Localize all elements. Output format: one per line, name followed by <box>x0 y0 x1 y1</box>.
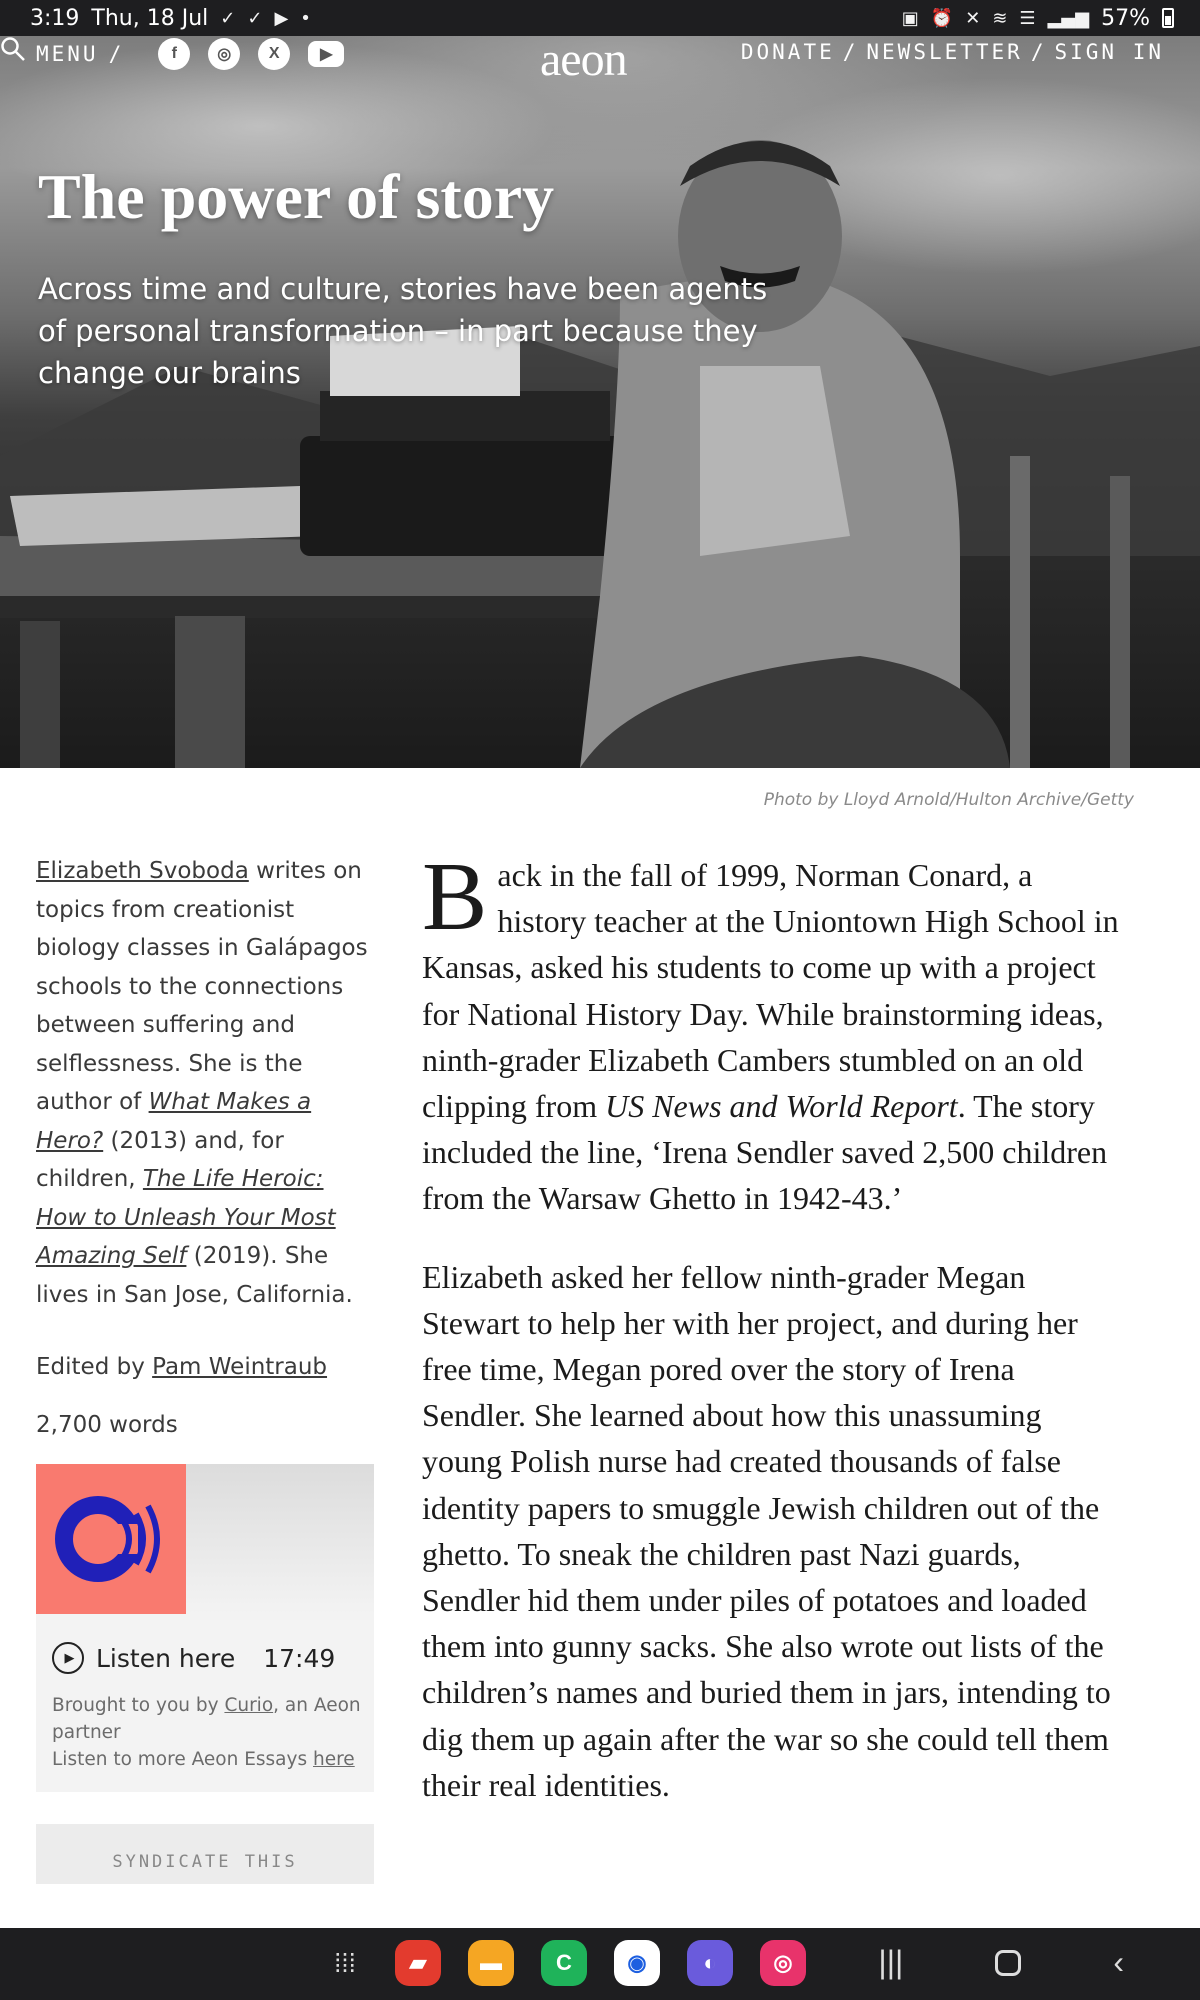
recents-button[interactable]: ||| <box>878 1944 904 1980</box>
nav-separator: / <box>108 42 125 66</box>
files-app-icon[interactable]: ▬ <box>468 1940 514 1986</box>
curio-logo[interactable] <box>36 1464 186 1614</box>
brought-suffix: , an Aeon partner <box>52 1695 361 1743</box>
bio-text: writes on topics from creationist biology classes in Galápagos schools to the connections between suffering and selflessness. She is the author of <box>36 858 368 1115</box>
home-button[interactable] <box>995 1950 1021 1976</box>
author-link[interactable]: Elizabeth Svoboda <box>36 858 249 884</box>
instagram-icon[interactable]: ◎ <box>208 38 240 70</box>
article-body <box>422 843 1122 1840</box>
article-paragraph <box>422 843 1122 1222</box>
syndicate-button[interactable]: SYNDICATE THIS <box>36 1824 374 1884</box>
more-prefix: Listen to more Aeon Essays <box>52 1749 313 1770</box>
hero-image <box>0 36 1200 768</box>
word-count: 2,700 words <box>36 1412 178 1438</box>
wifi-icon: ≋ <box>992 7 1008 29</box>
aeon-logo[interactable]: aeon <box>540 36 627 86</box>
article-sidebar <box>36 852 374 1884</box>
author-bio <box>36 852 374 1314</box>
drop-cap: B <box>422 843 488 951</box>
sign-in-link[interactable]: SIGN IN <box>1054 40 1164 64</box>
audio-banner <box>36 1464 374 1614</box>
mute-icon: ✕ <box>965 7 981 29</box>
notification-icon: ✓ <box>247 7 263 29</box>
newsletter-link[interactable]: NEWSLETTER <box>866 40 1023 64</box>
search-icon[interactable] <box>0 36 26 62</box>
messages-app-icon[interactable]: ◉ <box>614 1940 660 1986</box>
save-icon: ▣ <box>901 7 919 29</box>
audio-banner-background <box>186 1464 374 1614</box>
listen-button[interactable] <box>52 1642 335 1674</box>
nav-left <box>36 42 124 66</box>
system-navigation <box>878 1944 1124 1981</box>
edited-by <box>36 1348 374 1386</box>
bio-text: (2013) and, for children, <box>36 1127 284 1192</box>
nav-separator: / <box>842 40 859 64</box>
curio-link[interactable]: Curio <box>224 1695 274 1716</box>
youtube-icon[interactable]: ▶ <box>308 41 344 67</box>
battery-level: 57% <box>1101 5 1150 31</box>
youtube-icon: ▶ <box>274 7 289 29</box>
donate-link[interactable]: DONATE <box>740 40 835 64</box>
nav-separator: / <box>1030 40 1047 64</box>
audio-duration: 17:49 <box>263 1643 336 1673</box>
notification-icon: ✓ <box>220 7 236 29</box>
alarm-icon: ⏰ <box>930 7 954 29</box>
paragraph-text: . The story included the line, ‘Irena Sendler saved 2,500 children from the Warsaw Ghetto in 1942-43.’ <box>422 1088 1108 1217</box>
listen-label[interactable]: Listen here <box>96 1643 236 1673</box>
app-drawer-icon[interactable]: ⁞⁞⁞ <box>334 1947 356 1978</box>
android-navigation-bar <box>0 1928 1200 2000</box>
back-button[interactable]: ‹ <box>1113 1944 1124 1980</box>
play-icon[interactable]: ▶ <box>52 1642 84 1674</box>
status-bar <box>0 0 1200 36</box>
volte-icon: ☰ <box>1019 7 1036 29</box>
brought-prefix: Brought to you by <box>52 1695 225 1716</box>
book-title: The Life Heroic: How to Unleash Your Most Amazing Self <box>36 1166 336 1269</box>
curio-icon <box>36 1464 186 1614</box>
battery-icon <box>1162 8 1174 28</box>
status-right <box>902 6 1174 31</box>
audio-player-card <box>36 1464 374 1792</box>
publication-title: US News and World Report <box>605 1088 958 1125</box>
dot-icon: • <box>300 7 311 29</box>
hero-photo-illustration <box>0 36 1200 768</box>
paragraph-text: ack in the fall of 1999, Norman Conard, a history teacher at the Uniontown High School in Kansas, asked his students to come up with a project for National History Day. While brainstorming ideas, ninth-grader Elizabeth Cambers stumbled on an old clipping from <box>422 857 1119 1125</box>
status-date: Thu, 18 Jul <box>91 5 209 31</box>
photo-credit: Photo by Lloyd Arnold/Hulton Archive/Getty <box>763 790 1134 810</box>
signal-icon: ▂▄▆ <box>1047 7 1090 29</box>
menu-button[interactable]: MENU <box>36 42 99 66</box>
audio-note <box>52 1692 362 1773</box>
nav-right <box>741 40 1164 64</box>
phone-app-icon[interactable]: C <box>541 1940 587 1986</box>
office-app-icon[interactable]: ▰ <box>395 1940 441 1986</box>
article-subtitle: Across time and culture, stories have been agents of personal transformation – in part because they change our brains <box>38 272 768 390</box>
app-dock <box>322 1940 806 1986</box>
more-essays-link[interactable]: here <box>313 1749 355 1770</box>
internet-app-icon[interactable]: ◐ <box>687 1940 733 1986</box>
bio-text: (2019). She lives in San Jose, California. <box>36 1243 353 1308</box>
book-title: What Makes a Hero? <box>36 1089 312 1154</box>
facebook-icon[interactable]: f <box>158 38 190 70</box>
edited-prefix: Edited by <box>36 1354 153 1380</box>
x-icon[interactable]: X <box>258 38 290 70</box>
article-title: The power of story <box>38 161 555 232</box>
status-time: 3:19 <box>30 5 80 31</box>
article-paragraph: Elizabeth asked her fellow ninth-grader Megan Stewart to help her with her project, and during her free time, Megan pored over the story of Irena Sendler. She learned about how this unassuming young Polish nurse had created thousands of false identity papers to smuggle Jewish children out of the ghetto. To sneak the children past Nazi guards, Sendler hid them under piles of potatoes and loaded them into gunny sacks. She also wrote out lists of the children’s names and buried them in jars, intending to dig them up again after the war so she could tell them their real identities. <box>422 1258 1111 1803</box>
status-left <box>30 6 311 31</box>
camera-app-icon[interactable]: ◎ <box>760 1940 806 1986</box>
social-links <box>158 38 344 70</box>
top-navigation <box>0 36 1200 86</box>
editor-link[interactable]: Pam Weintraub <box>152 1354 328 1380</box>
